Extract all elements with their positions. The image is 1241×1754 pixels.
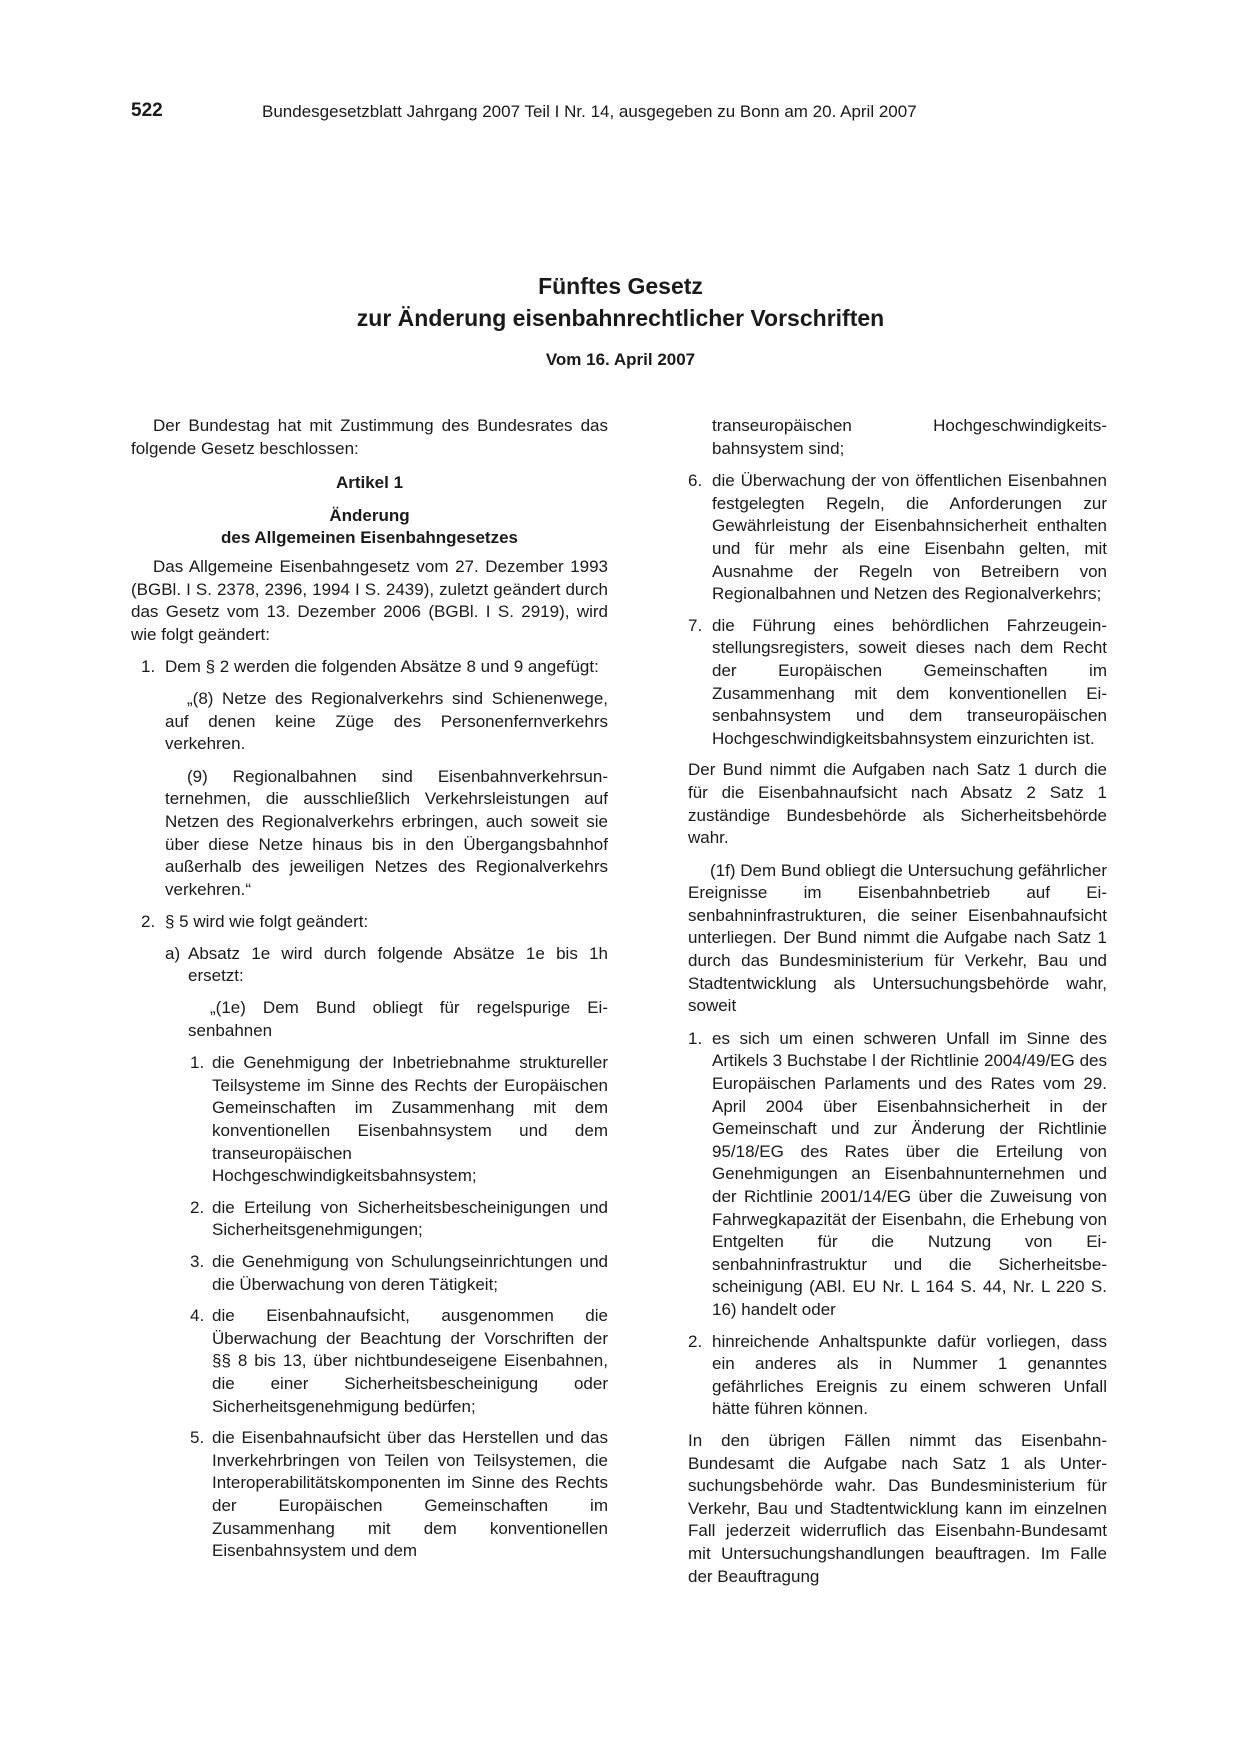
list-item-number: 2. [688,1331,703,1351]
left-column [131,415,608,1572]
list-item [131,1197,608,1242]
article-title [131,505,608,550]
article-title-line-1: Änderung [329,505,410,525]
list-item [688,615,1107,751]
quoted-paragraph-1e: „(1e) Dem Bund obliegt für regelspurige Eisenbahnen [188,998,608,1040]
list-item [131,943,608,988]
list-item-text: die Genehmigung von Schulungseinrichtungen und die Überwachung von deren Tätigkeit; [212,1252,608,1294]
list-item-letter: a) [165,943,181,963]
list-item-number: 1. [688,1028,703,1048]
page-number: 522 [131,100,163,121]
paragraph-1f: (1f) Dem Bund obliegt die Untersuchung gefährlicher Ereignisse im Eisenbahnbetrieb auf Eisenbahninfrastrukturen, die seiner Eisenbahnaufsicht unterliegen. Der Bund nimmt die Aufgabe nach Satz 1 durch das Bundesministerium für Verkehr, Bau und Stadtentwicklung als Untersuchungsbehörde wahr, soweit [688,860,1107,1016]
list-item [131,1052,608,1188]
article-title-line-2: des Allgemeinen Eisenbahngesetzes [221,528,518,548]
list-item-number: 7. [688,615,703,635]
list-item-text: die Eisenbahnaufsicht über das Herstellen und das Inverkehrbringen von Teilen von Teilsystemen, die Interoperabilitätskomponenten im Sinne des Rechts der Europäischen Gemeinschaften im Zusammenhang mit dem konventionellen Eisenbahnsystem und dem [212,1428,608,1561]
law-title-line-2: zur Änderung eisenbahnrechtlicher Vorschriften [356,305,885,331]
right-column [688,415,1107,1598]
list-item-number: 5. [190,1428,205,1448]
law-title [0,270,1241,334]
list-item [131,1427,608,1563]
list-item [688,1331,1107,1421]
list-item [688,470,1107,606]
list-item-number: 2. [141,912,156,932]
list-item-continuation: transeuropäischen Hochgeschwindigkeitsbahnsystem sind; [712,416,1107,458]
law-date: Vom 16. April 2007 [545,350,696,369]
quoted-paragraph-8: „(8) Netze des Regionalverkehrs sind Schienenwege, auf denen keine Züge des Personenfernverkehrs verkehren. [165,688,608,754]
list-item-text: Absatz 1e wird durch folgende Absätze 1e bis 1h ersetzt: [188,943,608,986]
list-item [131,1305,608,1418]
law-title-line-1: Fünftes Gesetz [538,273,703,299]
list-item-text: die Erteilung von Sicherheitsbescheinigungen und Sicherheitsgenehmigungen; [212,1197,608,1240]
list-item-text: die Führung eines behördlichen Fahrzeugeinstellungsregisters, soweit dieses nach dem Recht der Europäischen Gemeinschaften im Zusammenhang mit dem konventionellen Eisenbahnsystem und dem transeuropäischen Hochgeschwindigkeitsbahnsystem einzurichten ist. [712,615,1107,748]
list-item-text: die Überwachung der von öffentlichen Eisenbahnen festgelegten Regeln, die Anforderungen zur Gewährleistung der Eisenbahnsicherheit enthalten und für mehr als eine Eisenbahn gelten, mit Ausnahme der Regeln von Betreibern von Regionalbahnen und Netzen des Regionalverkehrs; [712,471,1107,604]
list-item-text: die Eisenbahnaufsicht, ausgenommen die Überwachung der Beachtung der Vorschriften der §§ 8 bis 13, über nichtbundeseigene Eisenbahnen, die einer Sicherheitsbescheinigung oder Sicherheitsgenehmigung bedürfen; [212,1306,608,1416]
list-item-text: § 5 wird wie folgt geändert: [165,912,369,932]
list-item-text: Dem § 2 werden die folgenden Absätze 8 und 9 angefügt: [165,657,599,677]
amendment-paragraph: Das Allgemeine Eisenbahngesetz vom 27. Dezember 1993 (BGBl. I S. 2378, 2396, 1994 I S. 2439), zuletzt geändert durch das Gesetz vom 13. Dezember 2006 (BGBl. I S. 2919), wird wie folgt geändert: [131,556,608,644]
list-item [131,1251,608,1296]
list-item [688,1028,1107,1322]
list-item [131,911,608,934]
list-item-number: 6. [688,471,703,491]
quoted-paragraph-9: (9) Regionalbahnen sind Eisenbahnverkehrsunternehmen, die ausschließlich Verkehrsleistungen auf Netzen des Regionalverkehrs erbringen, auch soweit sie über diese Netze hinaus bis in den Übergangsbahnhof außerhalb des jeweiligen Netzes des Regionalverkehrs verkehren.“ [165,766,608,899]
list-item-number: 1. [141,657,156,677]
running-header: Bundesgesetzblatt Jahrgang 2007 Teil I Nr. 14, ausgegeben zu Bonn am 20. April 2007 [262,102,917,121]
list-item-number: 1. [190,1053,205,1073]
article-heading: Artikel 1 [335,473,404,493]
list-item-text: es sich um einen schweren Unfall im Sinne des Artikels 3 Buchstabe l der Richtlinie 2004/49/EG des Europäischen Parlaments und des Rates vom 29. April 2004 über Eisenbahnsicherheit in der Gemeinschaft und zur Änderung der Richtlinie 95/18/EG des Rates über die Erteilung von Genehmigungen an Eisenbahnunternehmen und der Richtlinie 2001/14/EG über die Zuweisung von Fahrwegkapazität der Eisenbahn, die Erhebung von Entgelten für die Nutzung von Eisenbahninfrastruktur und die Sicherheitsbescheinigung (ABl. EU Nr. L 164 S. 44, Nr. L 220 S. 16) handelt oder [712,1028,1107,1319]
paragraph-other-cases: In den übrigen Fällen nimmt das Eisenbahn-Bundesamt die Aufgabe nach Satz 1 als Untersuchungsbehörde wahr. Das Bundesministerium für Verkehr, Bau und Stadtentwicklung kann im einzelnen Fall jederzeit widerruflich das Eisenbahn-Bundesamt mit Untersuchungshandlungen beauftragen. Im Falle der Beauftragung [688,1430,1107,1586]
list-item-number: 3. [190,1252,205,1271]
list-item [131,656,608,679]
list-item-text: hinreichende Anhaltspunkte dafür vorliegen, dass ein anderes als in Nummer 1 genanntes gefährliches Ereignis zu einem schweren Unfall hätte führen können. [712,1331,1107,1419]
list-item-text: die Genehmigung der Inbetriebnahme struktureller Teilsysteme im Sinne des Rechts der Europäischen Gemeinschaften im Zusammenhang mit dem konventionellen Eisenbahnsystem und dem transeuropäischen Hochgeschwindigkeitsbahnsystem; [212,1053,608,1186]
list-item-number: 4. [190,1306,205,1326]
paragraph-safety-authority: Der Bund nimmt die Aufgaben nach Satz 1 durch die für die Eisenbahnaufsicht nach Absatz 2 Satz 1 zuständige Bundesbehörde als Sicherheitsbehörde wahr. [688,760,1107,848]
intro-paragraph: Der Bundestag hat mit Zustimmung des Bundesrates das folgende Gesetz beschlossen: [131,416,608,458]
list-item-number: 2. [190,1197,205,1217]
